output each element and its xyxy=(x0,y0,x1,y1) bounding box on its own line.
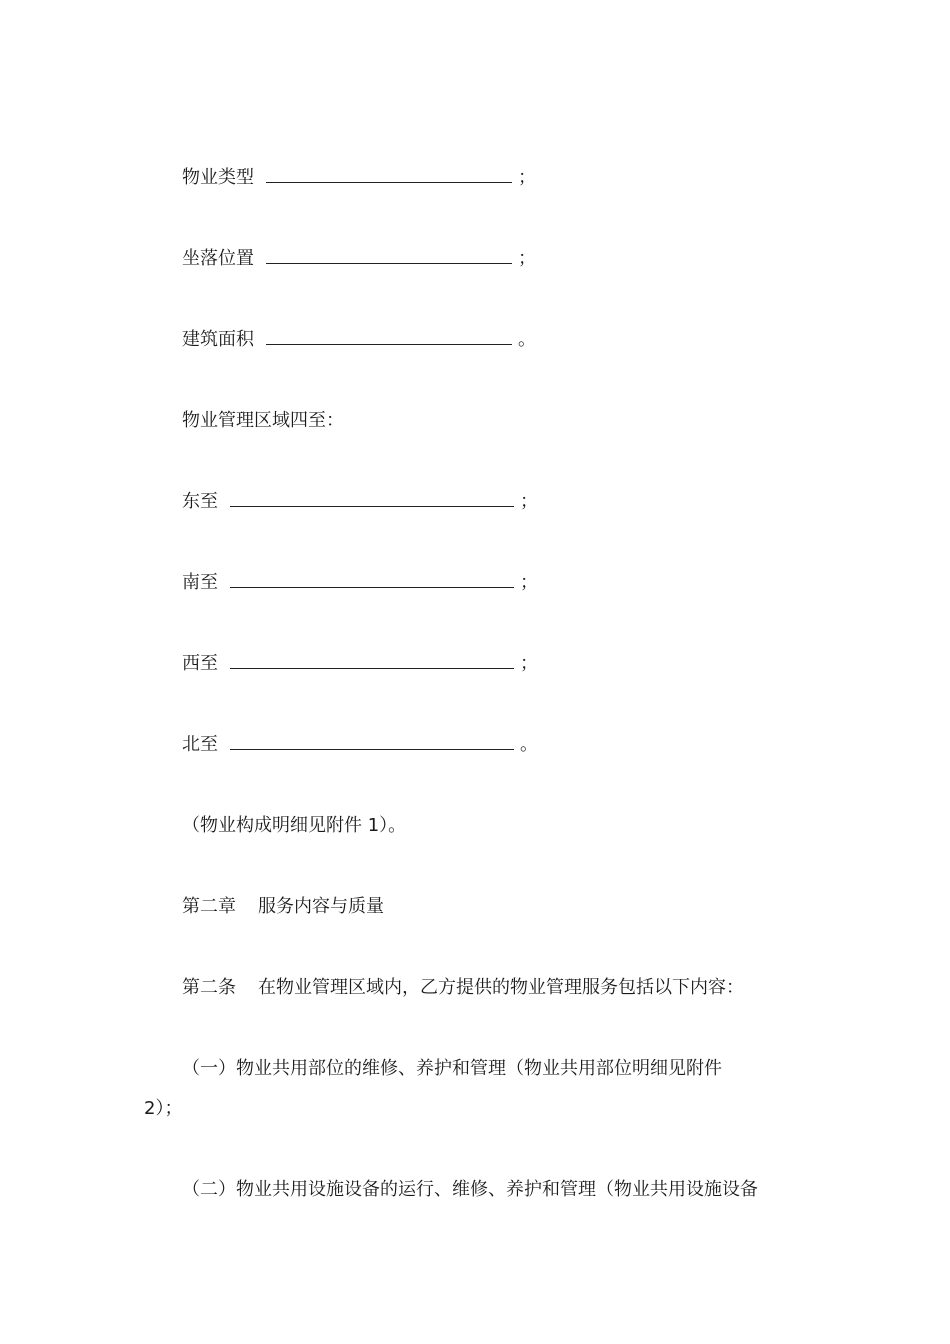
fill-blank xyxy=(230,492,514,507)
boundary-west xyxy=(182,652,538,676)
boundary-north xyxy=(182,733,538,757)
boundary-label: 南至 xyxy=(182,572,218,593)
field-end: 。 xyxy=(518,329,536,350)
article-paragraph xyxy=(182,976,744,1000)
boundary-label: 西至 xyxy=(182,653,218,674)
chapter-title: 服务内容与质量 xyxy=(258,896,384,917)
article-number: 第二条 xyxy=(182,977,236,998)
fill-blank xyxy=(266,168,512,183)
field-floor-area xyxy=(182,328,536,352)
boundary-end: ； xyxy=(520,491,538,512)
item-1-line-2: 2）； xyxy=(144,1098,183,1119)
article-text: 在物业管理区域内，乙方提供的物业管理服务包括以下内容： xyxy=(258,977,744,998)
fill-blank xyxy=(230,654,514,669)
chapter-heading xyxy=(182,895,384,919)
fill-blank xyxy=(230,573,514,588)
boundary-south xyxy=(182,571,538,595)
boundary-title: 物业管理区域四至： xyxy=(182,410,344,431)
field-label: 坐落位置 xyxy=(182,248,254,269)
item-2-line-1: （二）物业共用设施设备的运行、维修、养护和管理（物业共用设施设备 xyxy=(182,1179,758,1200)
field-label: 建筑面积 xyxy=(182,329,254,350)
fill-blank xyxy=(230,735,514,750)
boundary-east xyxy=(182,490,538,514)
item-1-line-1: （一）物业共用部位的维修、养护和管理（物业共用部位明细见附件 xyxy=(182,1058,722,1079)
boundary-end: ； xyxy=(520,653,538,674)
boundary-end: ； xyxy=(520,572,538,593)
boundary-label: 北至 xyxy=(182,734,218,755)
field-location xyxy=(182,247,536,271)
field-end: ； xyxy=(518,248,536,269)
fill-blank xyxy=(266,249,512,264)
boundary-end: 。 xyxy=(520,734,538,755)
field-end: ； xyxy=(518,167,536,188)
boundary-label: 东至 xyxy=(182,491,218,512)
field-property-type xyxy=(182,166,536,190)
fill-blank xyxy=(266,330,512,345)
composition-note: （物业构成明细见附件 1）。 xyxy=(182,815,407,836)
chapter-number: 第二章 xyxy=(182,896,236,917)
field-label: 物业类型 xyxy=(182,167,254,188)
